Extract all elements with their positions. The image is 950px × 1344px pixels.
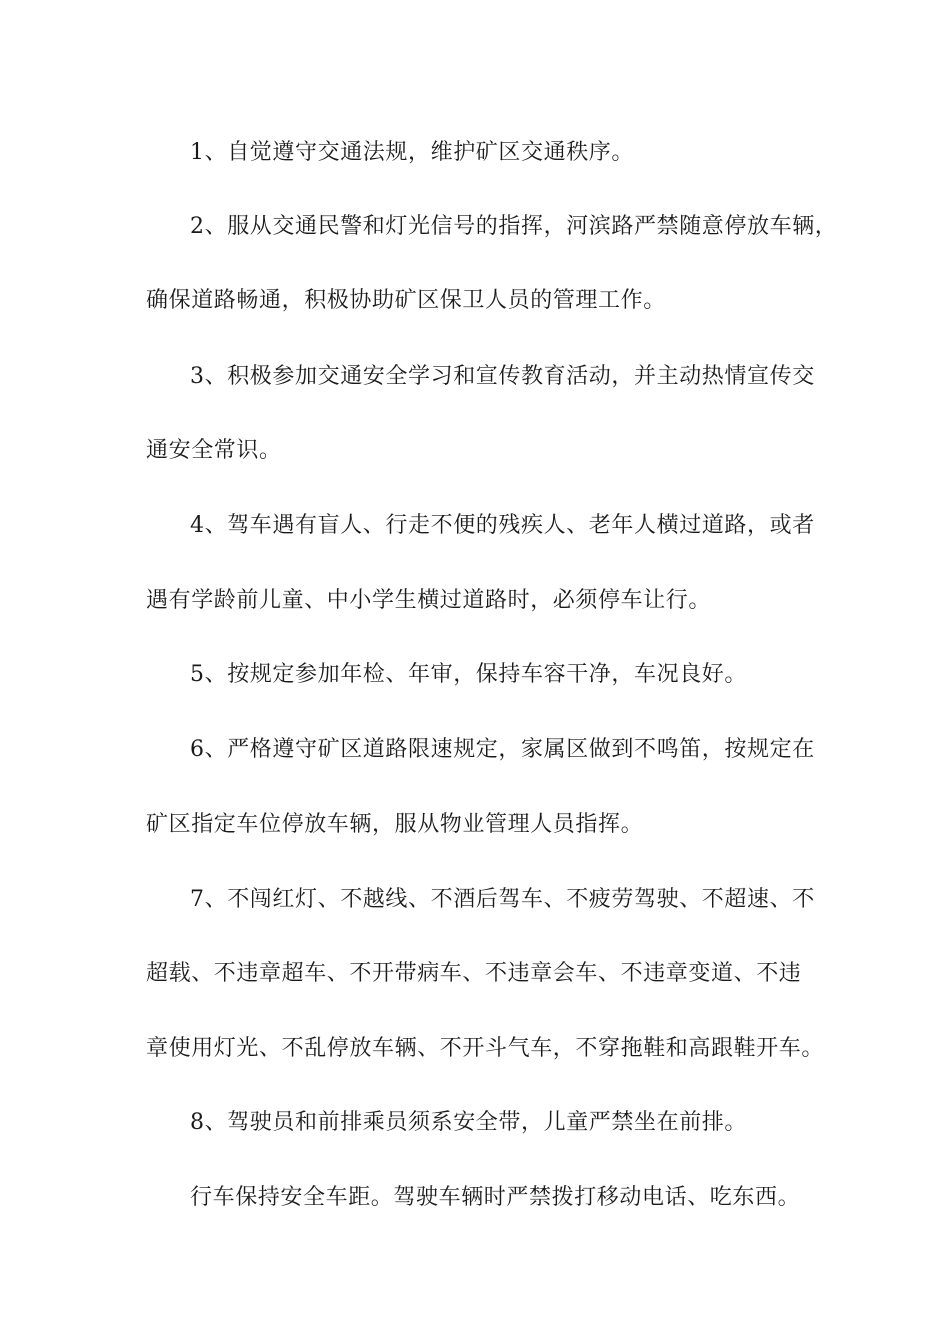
rule-2-line-2: 确保道路畅通，积极协助矿区保卫人员的管理工作。: [146, 288, 666, 313]
rule-2-line-1: 2、服从交通民警和灯光信号的指挥，河滨路严禁随意停放车辆，: [190, 214, 838, 239]
rule-7-line-3: 章使用灯光、不乱停放车辆、不开斗气车，不穿拖鞋和高跟鞋开车。: [146, 1036, 825, 1061]
rule-6-line-1: 6、严格遵守矿区道路限速规定，家属区做到不鸣笛，按规定在: [190, 737, 815, 762]
rule-3-line-2: 通安全常识。: [146, 438, 282, 463]
rule-5-line-1: 5、按规定参加年检、年审，保持车容干净，车况良好。: [190, 662, 747, 687]
rule-4-line-1: 4、驾车遇有盲人、行走不便的残疾人、老年人横过道路，或者: [190, 513, 815, 538]
closing-paragraph: 行车保持安全车距。驾驶车辆时严禁拨打移动电话、吃东西。: [190, 1185, 801, 1210]
rule-8-line-1: 8、驾驶员和前排乘员须系安全带，儿童严禁坐在前排。: [190, 1110, 747, 1135]
rule-3-line-1: 3、积极参加交通安全学习和宣传教育活动，并主动热情宣传交: [190, 364, 815, 389]
rule-7-line-2: 超载、不违章超车、不开带病车、不违章会车、不违章变道、不违: [146, 961, 802, 986]
rule-1-line-1: 1、自觉遵守交通法规，维护矿区交通秩序。: [190, 140, 634, 165]
rule-7-line-1: 7、不闯红灯、不越线、不酒后驾车、不疲劳驾驶、不超速、不: [190, 887, 815, 912]
rule-4-line-2: 遇有学龄前儿童、中小学生横过道路时，必须停车让行。: [146, 588, 712, 613]
rule-6-line-2: 矿区指定车位停放车辆，服从物业管理人员指挥。: [146, 812, 644, 837]
